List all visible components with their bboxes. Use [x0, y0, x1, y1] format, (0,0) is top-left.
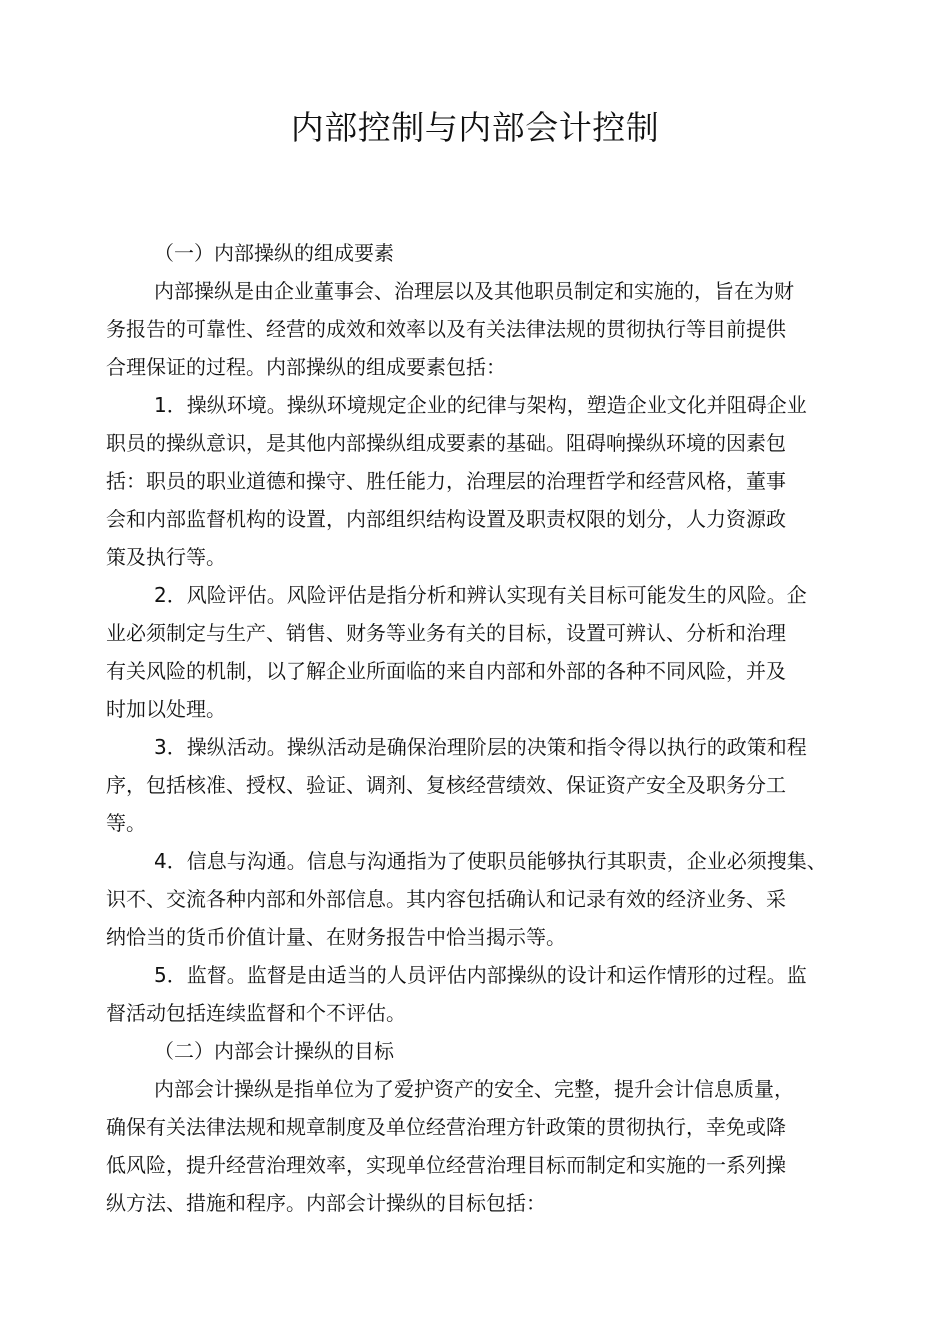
paragraph-line: 策及执行等。 — [106, 545, 226, 569]
paragraph-line: 纵方法、措施和程序。内部会计操纵的目标包括： — [106, 1191, 546, 1215]
paragraph-line: 3．操纵活动。操纵活动是确保治理阶层的决策和指令得以执行的政策和程 — [154, 735, 807, 759]
paragraph-line: 5．监督。监督是由适当的人员评估内部操纵的设计和运作情形的过程。监 — [154, 963, 807, 987]
paragraph-line: 1．操纵环境。操纵环境规定企业的纪律与架构，塑造企业文化并阻碍企业 — [154, 393, 807, 417]
paragraph-line: 内部会计操纵是指单位为了爱护资产的安全、完整，提升会计信息质量， — [154, 1077, 794, 1101]
paragraph-line: 识不、交流各种内部和外部信息。其内容包括确认和记录有效的经济业务、采 — [106, 887, 786, 911]
document-body — [106, 234, 848, 1222]
paragraph-line: 内部操纵是由企业董事会、治理层以及其他职员制定和实施的，旨在为财 — [154, 279, 794, 303]
paragraph-line: 合理保证的过程。内部操纵的组成要素包括： — [106, 355, 506, 379]
paragraph-line: 低风险，提升经营治理效率，实现单位经营治理目标而制定和实施的一系列操 — [106, 1153, 786, 1177]
paragraph-line: 职员的操纵意识，是其他内部操纵组成要素的基础。阻碍响操纵环境的因素包 — [106, 431, 786, 455]
paragraph-line: 序，包括核准、授权、验证、调剂、复核经营绩效、保证资产安全及职务分工 — [106, 773, 786, 797]
paragraph-line: 业必须制定与生产、销售、财务等业务有关的目标，设置可辨认、分析和治理 — [106, 621, 786, 645]
section-heading: （一）内部操纵的组成要素 — [154, 241, 394, 265]
paragraph-line: 2．风险评估。风险评估是指分析和辨认实现有关目标可能发生的风险。企 — [154, 583, 807, 607]
paragraph-line: 有关风险的机制，以了解企业所面临的来自内部和外部的各种不同风险，并及 — [106, 659, 786, 683]
paragraph-line: 会和内部监督机构的设置，内部组织结构设置及职责权限的划分，人力资源政 — [106, 507, 786, 531]
paragraph-line: 确保有关法律法规和规章制度及单位经营治理方针政策的贯彻执行，幸免或降 — [106, 1115, 786, 1139]
paragraph-line: 等。 — [106, 811, 146, 835]
paragraph-line: 括：职员的职业道德和操守、胜任能力，治理层的治理哲学和经营风格，董事 — [106, 469, 786, 493]
paragraph-line: 务报告的可靠性、经营的成效和效率以及有关法律法规的贯彻执行等目前提供 — [106, 317, 786, 341]
paragraph-line: 4．信息与沟通。信息与沟通指为了使职员能够执行其职责，企业必须搜集、 — [154, 849, 827, 873]
paragraph-line: 时加以处理。 — [106, 697, 226, 721]
paragraph-line: 纳恰当的货币价值计量、在财务报告中恰当揭示等。 — [106, 925, 566, 949]
section-heading: （二）内部会计操纵的目标 — [154, 1039, 394, 1063]
document-title: 内部控制与内部会计控制 — [290, 108, 660, 147]
paragraph-line: 督活动包括连续监督和个不评估。 — [106, 1001, 406, 1025]
